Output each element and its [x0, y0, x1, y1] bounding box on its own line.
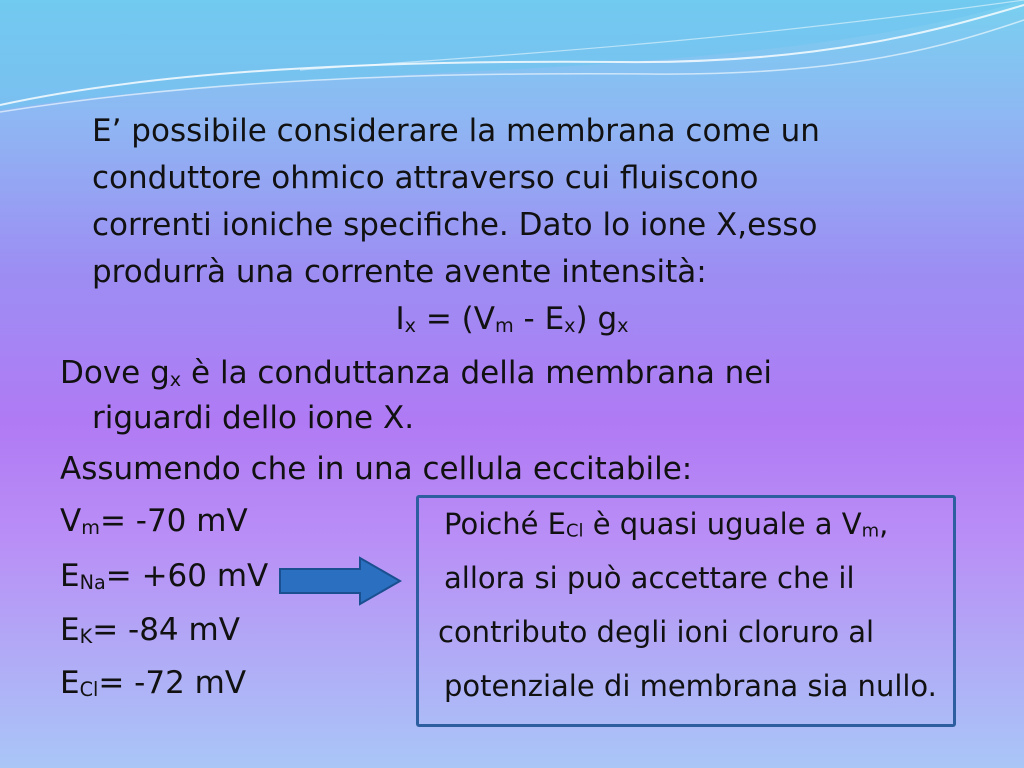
value-vm: $V_m= -70$ mV [60, 503, 248, 539]
dove-line-1: Dove $g_x$ è la conduttanza della membrana nei [60, 355, 773, 391]
box-line-2: allora si può accettare che il [444, 561, 855, 595]
right-arrow-icon [278, 556, 404, 606]
intro-line-3: correnti ioniche specifiche. Dato lo ione X,esso [92, 207, 818, 243]
decorative-waves [0, 0, 1024, 120]
intro-line-2: conduttore ohmico attraverso cui fluiscono [92, 160, 759, 196]
assumendo-line: Assumendo che in una cellula eccitabile: [60, 451, 693, 487]
intro-line-4: produrrà una corrente avente intensità: [92, 254, 707, 290]
box-line-3: contributo degli ioni cloruro al [438, 615, 875, 649]
intro-line-1: E’ possibile considerare la membrana come un [92, 113, 820, 149]
value-ecl: $E_{Cl}= -72$ mV [60, 665, 247, 701]
box-line-4: potenziale di membrana sia nullo. [444, 669, 937, 703]
box-line-1: Poiché $E_{Cl}$ è quasi uguale a $V_m$, [444, 507, 889, 542]
formula: $I_x = (V_m - E_x)$ $g_x$ [395, 301, 629, 337]
value-ek: $E_K= -84$ mV [60, 612, 240, 648]
value-ena: $E_{Na}= +60$ mV [60, 558, 269, 594]
dove-line-2: riguardi dello ione X. [92, 400, 415, 436]
